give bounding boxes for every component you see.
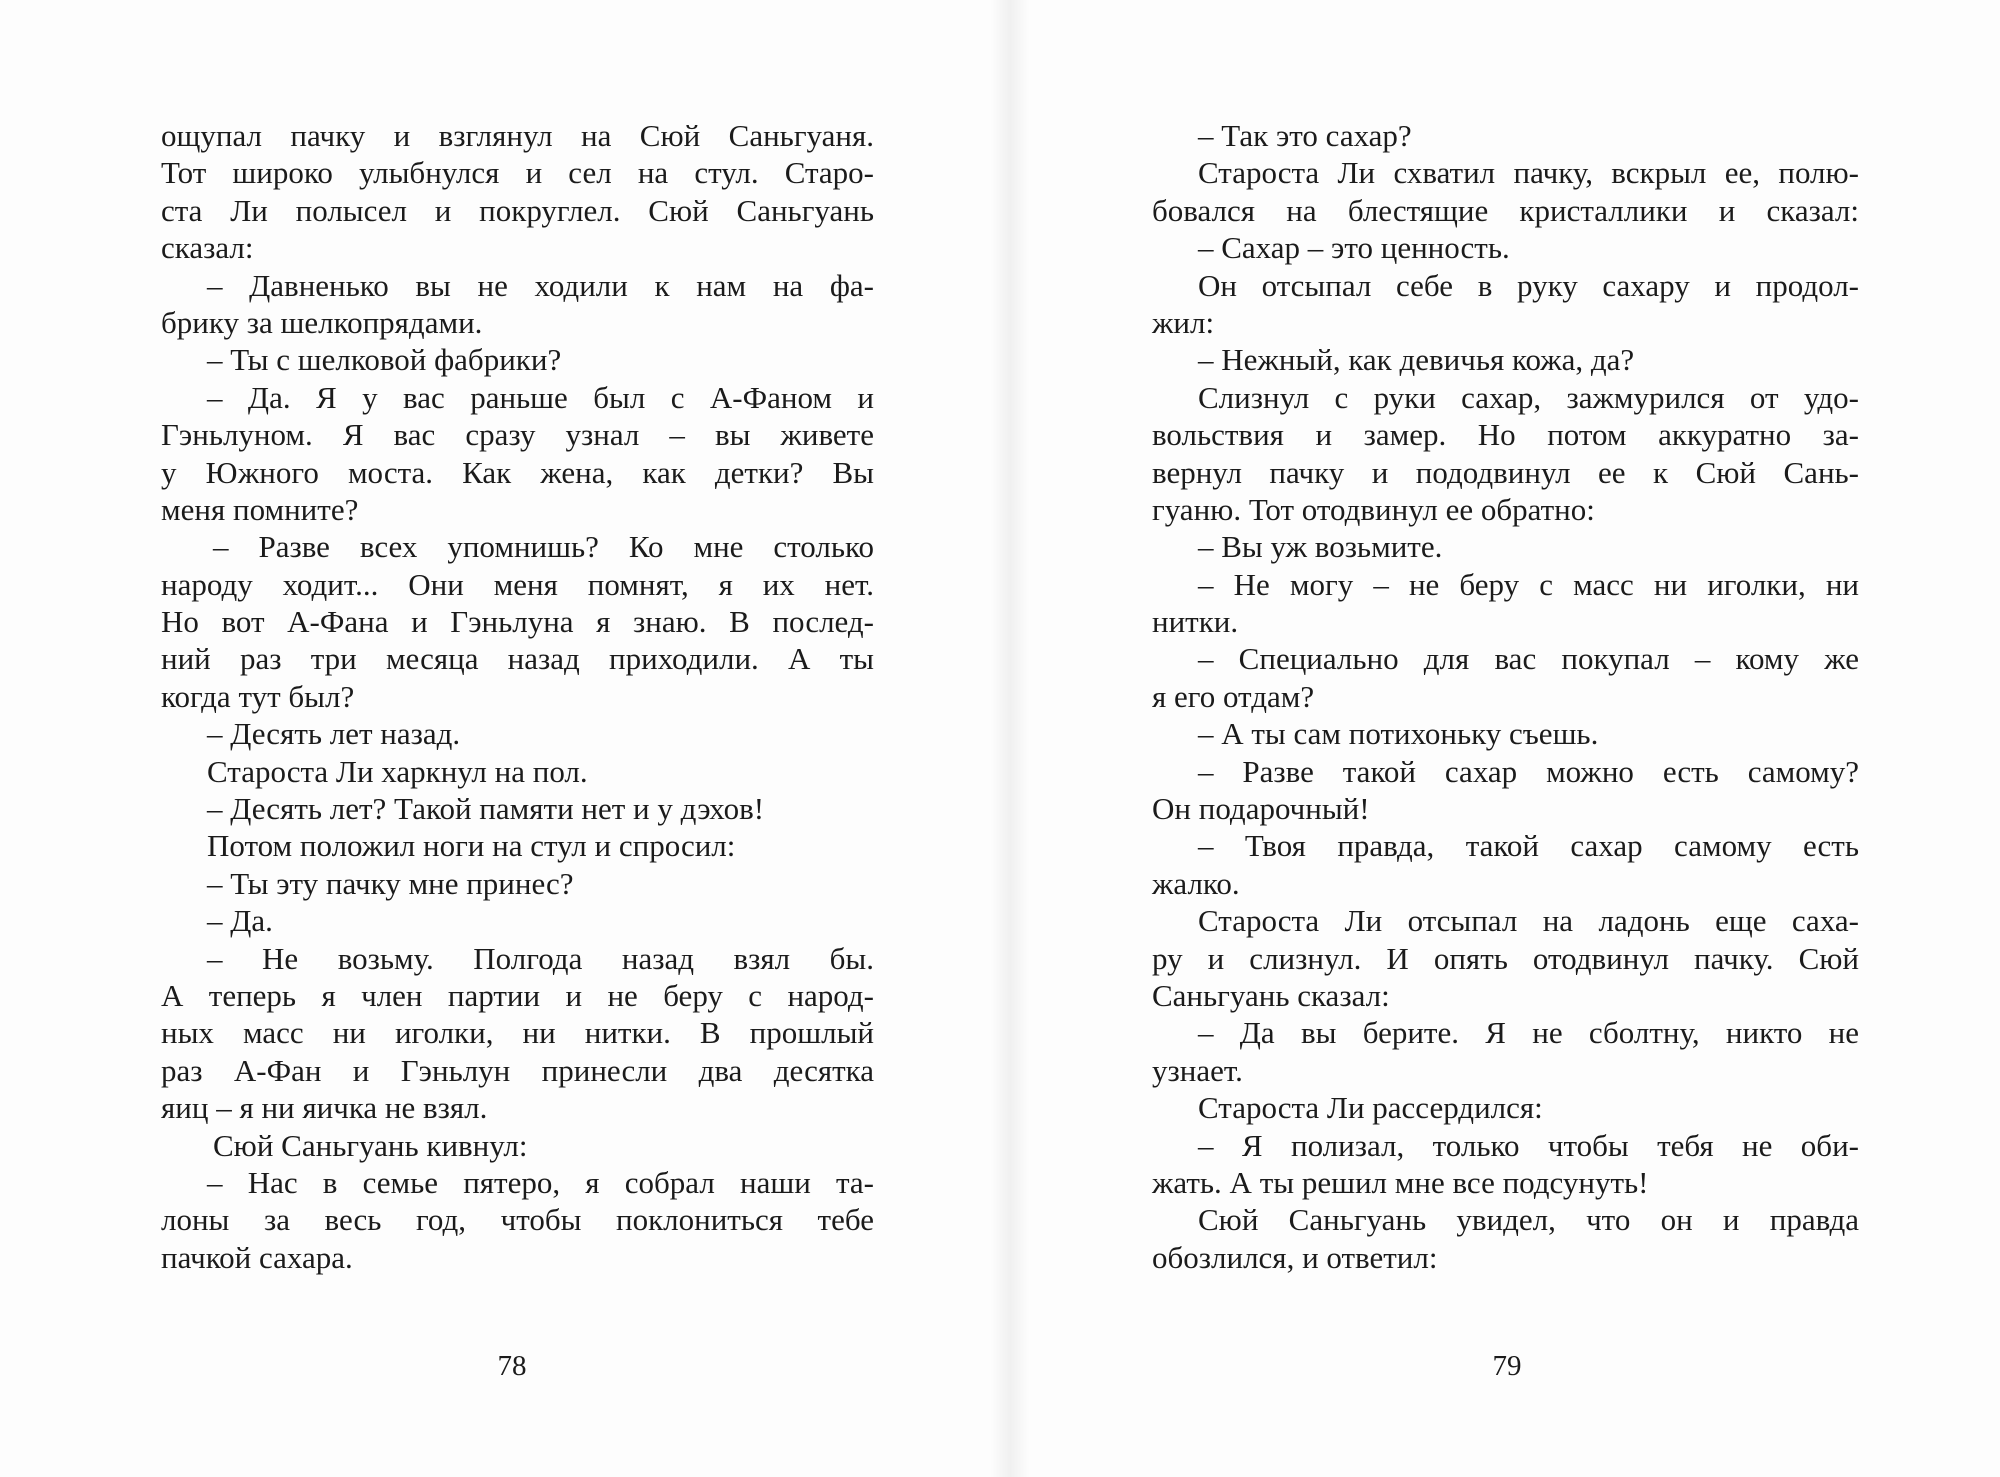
text-line: я его отдам? bbox=[1152, 678, 1315, 714]
text-line: А теперь я член партии и не беру с народ- bbox=[161, 977, 874, 1013]
text-line: жил: bbox=[1152, 304, 1215, 340]
text-line: – Так это сахар? bbox=[1198, 118, 1412, 153]
text-line: ру и слизнул. И опять отодвинул пачку. Сюй bbox=[1152, 940, 1859, 976]
text-line: народу ходит... Они меня помнят, я их нет. bbox=[161, 566, 874, 602]
text-line: – Нас в семье пятеро, я собрал наши та- bbox=[207, 1164, 874, 1200]
text-line: Староста Ли схватил пачку, вскрыл ее, полю- bbox=[1198, 155, 1859, 191]
text-line: – Специально для вас покупал – кому же bbox=[1198, 641, 1859, 677]
text-line: ощупал пачку и взглянул на Сюй Саньгуаня. bbox=[161, 118, 874, 153]
text-line: яиц – я ни яичка не взял. bbox=[161, 1090, 488, 1126]
text-line: – Ты эту пачку мне принес? bbox=[207, 865, 574, 901]
text-line: жалко. bbox=[1152, 865, 1240, 901]
text-line: – Десять лет назад. bbox=[207, 716, 461, 752]
text-line: Он отсыпал себе в руку сахару и продол- bbox=[1198, 267, 1859, 303]
text-line: – Сахар – это ценность. bbox=[1198, 230, 1510, 266]
text-line: жать. А ты решил мне все подсунуть! bbox=[1152, 1164, 1649, 1200]
text-line: вольствия и замер. Но потом аккуратно за- bbox=[1152, 417, 1859, 453]
text-line: гуаню. Тот отодвинул ее обратно: bbox=[1152, 491, 1595, 527]
text-line: у Южного моста. Как жена, как детки? Вы bbox=[161, 454, 874, 490]
text-line: – Нежный, как девичья кожа, да? bbox=[1198, 342, 1635, 378]
left-page-text bbox=[161, 117, 874, 1276]
text-line: Он подарочный! bbox=[1152, 791, 1370, 827]
text-line: Сюй Саньгуань кивнул: bbox=[213, 1127, 528, 1163]
text-line: лоны за весь год, чтобы поклониться тебе bbox=[161, 1202, 874, 1238]
text-line: ных масс ни иголки, ни нитки. В прошлый bbox=[161, 1015, 874, 1051]
text-line: – Не могу – не беру с масс ни иголки, ни bbox=[1198, 566, 1859, 602]
text-line: – Вы уж возьмите. bbox=[1198, 529, 1443, 565]
text-line: бовался на блестящие кристаллики и сказал: bbox=[1152, 192, 1859, 228]
text-line: ста Ли полысел и покруглел. Сюй Саньгуань bbox=[161, 192, 874, 228]
text-line: сказал: bbox=[161, 230, 254, 266]
text-line: Староста Ли рассердился: bbox=[1198, 1090, 1543, 1126]
text-line: – Да. bbox=[207, 903, 273, 939]
text-line: пачкой сахара. bbox=[161, 1239, 353, 1275]
text-line: – Давненько вы не ходили к нам на фа- bbox=[207, 267, 874, 303]
text-line: когда тут был? bbox=[161, 678, 355, 714]
text-line: Гэньлуном. Я вас сразу узнал – вы живете bbox=[161, 417, 874, 453]
text-line: Но вот А-Фана и Гэньлуна я знаю. В послед- bbox=[161, 604, 874, 640]
text-line: Староста Ли харкнул на пол. bbox=[207, 753, 588, 789]
text-line: Тот широко улыбнулся и сел на стул. Старо- bbox=[161, 155, 874, 191]
text-line: – А ты сам потихоньку съешь. bbox=[1198, 716, 1599, 752]
left-page-number: 78 bbox=[497, 1350, 527, 1382]
text-line: – Да. Я у вас раньше был с А-Фаном и bbox=[207, 379, 874, 415]
right-page-number: 79 bbox=[1492, 1350, 1522, 1382]
text-line: – Разве всех упомнишь? Ко мне столько bbox=[213, 529, 874, 565]
text-line: – Ты с шелковой фабрики? bbox=[207, 342, 562, 378]
text-line: вернул пачку и пододвинул ее к Сюй Сань- bbox=[1152, 454, 1859, 490]
text-line: – Я полизал, только чтобы тебя не оби- bbox=[1198, 1127, 1859, 1163]
text-line: обозлился, и ответил: bbox=[1152, 1239, 1438, 1275]
text-line: Староста Ли отсыпал на ладонь еще саха- bbox=[1198, 903, 1859, 939]
text-line: Потом положил ноги на стул и спросил: bbox=[207, 828, 736, 864]
text-line: нитки. bbox=[1152, 604, 1239, 640]
text-line: Слизнул с руки сахар, зажмурился от удо- bbox=[1198, 379, 1859, 415]
text-line: – Десять лет? Такой памяти нет и у дэхов! bbox=[207, 791, 765, 827]
text-line: Саньгуань сказал: bbox=[1152, 977, 1390, 1013]
text-line: – Твоя правда, такой сахар самому есть bbox=[1198, 828, 1859, 864]
book-gutter bbox=[990, 0, 1030, 1477]
text-line: раз А-Фан и Гэньлун принесли два десятка bbox=[161, 1052, 874, 1088]
text-line: брику за шелкопрядами. bbox=[161, 304, 483, 340]
text-line: Сюй Саньгуань увидел, что он и правда bbox=[1198, 1202, 1859, 1238]
text-line: ний раз три месяца назад приходили. А ты bbox=[161, 641, 874, 677]
text-line: – Не возьму. Полгода назад взял бы. bbox=[207, 940, 874, 976]
text-line: меня помните? bbox=[161, 491, 359, 527]
text-line: узнает. bbox=[1152, 1052, 1243, 1088]
right-page-text bbox=[1152, 117, 1859, 1276]
text-line: – Разве такой сахар можно есть самому? bbox=[1198, 753, 1859, 789]
text-line: – Да вы берите. Я не сболтну, никто не bbox=[1198, 1015, 1859, 1051]
